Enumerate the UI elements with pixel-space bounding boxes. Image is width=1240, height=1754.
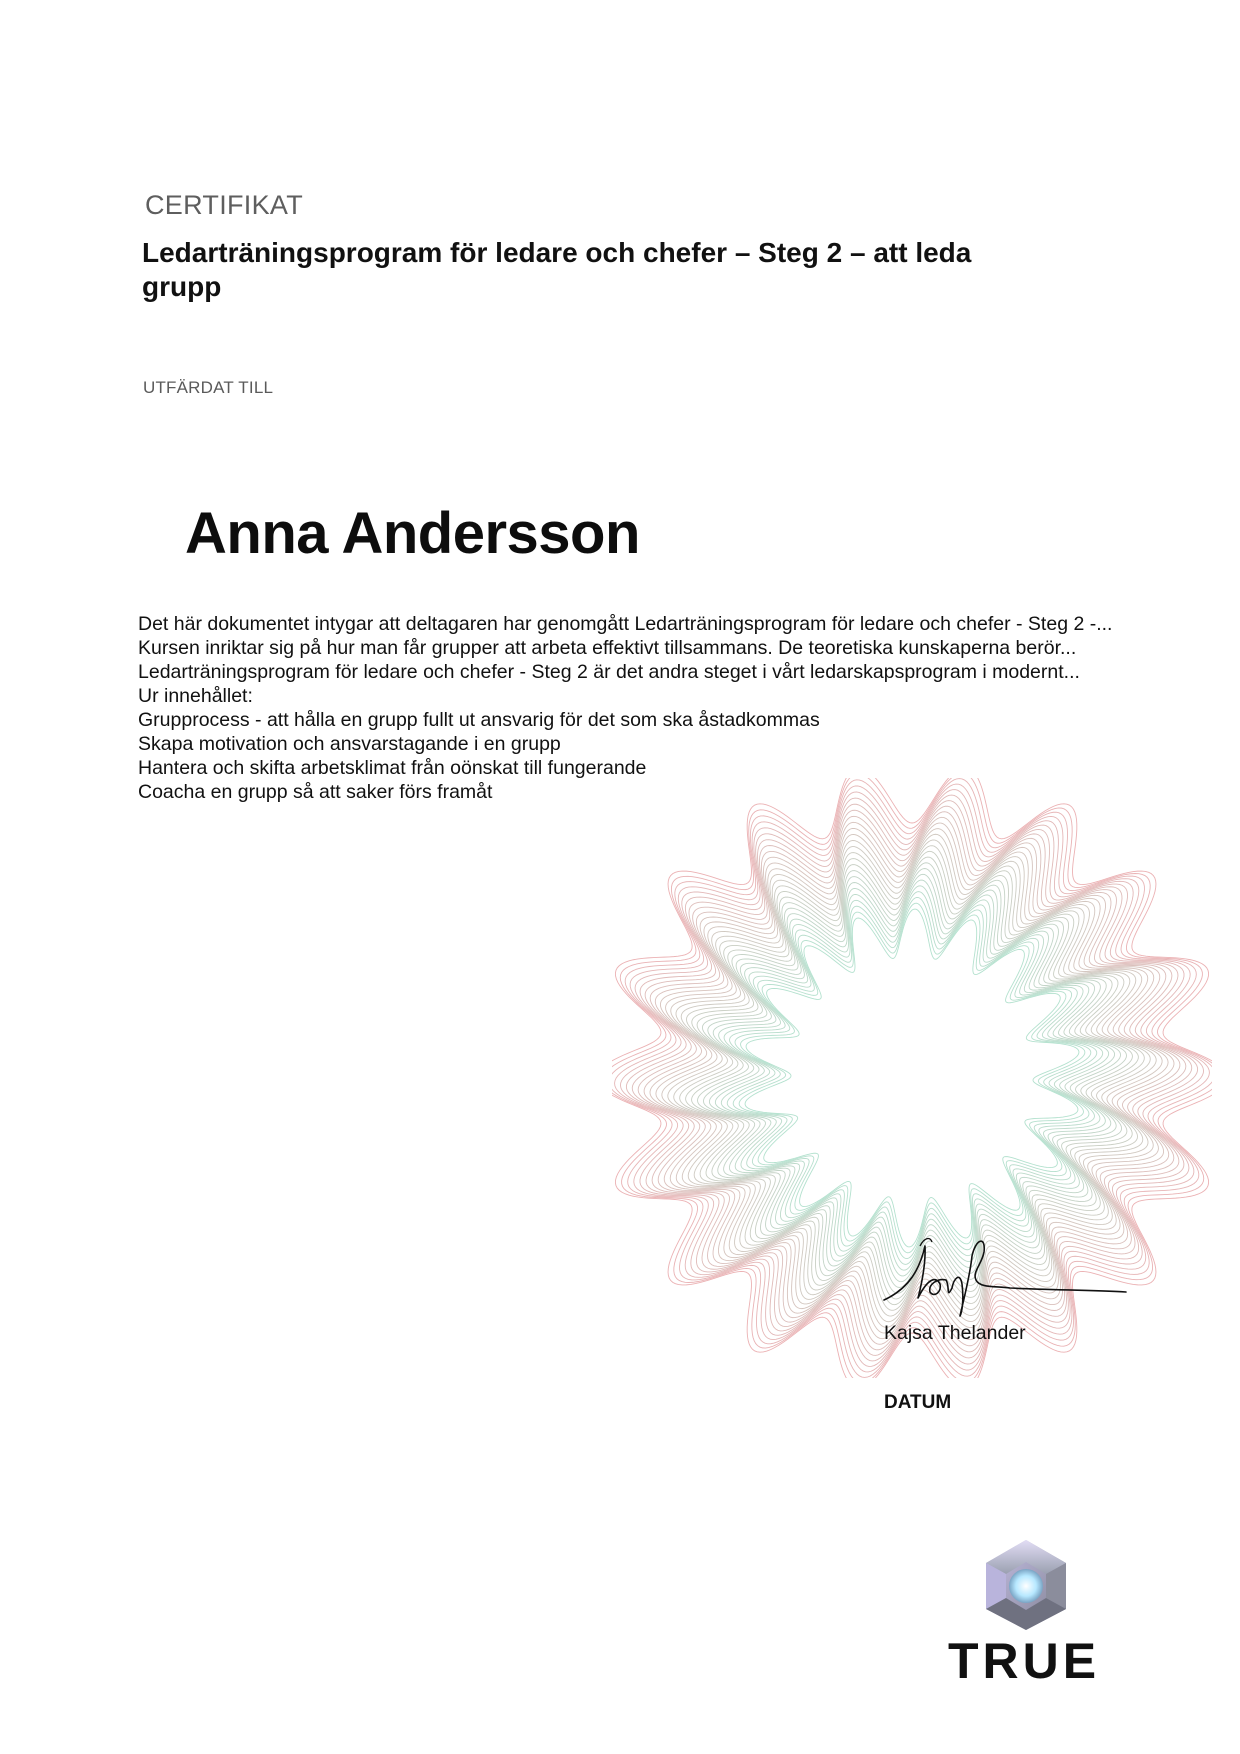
signer-name: Kajsa Thelander: [884, 1322, 1026, 1344]
certificate-label: CERTIFIKAT: [145, 190, 304, 220]
date-label: DATUM: [884, 1392, 952, 1413]
hexagon-logo-icon: [978, 1536, 1074, 1632]
issued-to-label: UTFÄRDAT TILL: [143, 378, 274, 397]
description-line: Coacha en grupp så att saker förs framåt: [138, 781, 493, 803]
course-title: Ledarträningsprogram för ledare och chefer – Steg 2 – att leda grupp: [142, 237, 972, 302]
recipient-name: Anna Andersson: [185, 501, 640, 566]
description-line: Det här dokumentet intygar att deltagaren har genomgått Ledarträningsprogram för ledare och chefer - Steg 2 -...: [138, 613, 1113, 635]
description-line: Skapa motivation och ansvarstagande i en grupp: [138, 733, 561, 755]
description-line: Ledarträningsprogram för ledare och chefer - Steg 2 är det andra steget i vårt ledarskapsprogram i modernt...: [138, 661, 1080, 683]
description-line: Kursen inriktar sig på hur man får grupper att arbeta effektivt tillsammans. De teoretiska kunskaperna berör...: [138, 637, 1077, 659]
description-line: Ur innehållet:: [138, 685, 253, 707]
description-line: Grupprocess - att hålla en grupp fullt ut ansvarig för det som ska åstadkommas: [138, 709, 820, 731]
certificate-description: [138, 612, 1138, 804]
signature-icon: [880, 1228, 1130, 1318]
brand-logo-text: TRUE: [948, 1633, 1101, 1689]
description-line: Hantera och skifta arbetsklimat från oönskat till fungerande: [138, 757, 647, 779]
